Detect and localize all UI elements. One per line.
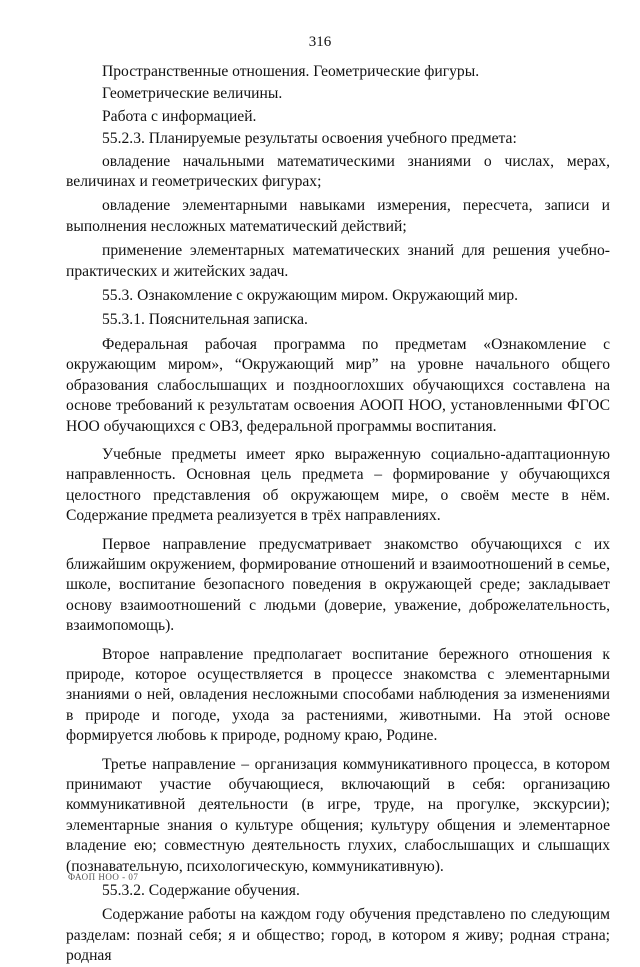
page-body: [66, 62, 610, 967]
list-item-application: применение элементарных математических знаний для решения учебно-практических и житейских задач.: [66, 242, 610, 280]
footer-mark: ФАОП НОО - 07: [68, 872, 139, 882]
paragraph-topic-spatial: Пространственные отношения. Геометрические фигуры.: [102, 63, 480, 80]
section-heading-55-2-3: 55.2.3. Планируемые результаты освоения учебного предмета:: [102, 130, 517, 148]
paragraph-topic-information: Работа с информацией.: [102, 107, 257, 125]
list-item-mastery-skills: овладение элементарными навыками измерения, пересчета, записи и выполнения несложных математический действий;: [66, 197, 610, 235]
section-heading-55-3-1: 55.3.1. Пояснительная записка.: [102, 311, 308, 329]
paragraph-third-direction: Третье направление – организация коммуникативного процесса, в котором принимают участие обучающиеся, включающий в себя: организацию коммуникативной деятельности (в игре, труде, на прогулке, экскурсии); элементарные знания о культуре общения; культуру общения и элементарное владение ею; совместную деятельность глухих, слабослышащих и слышащих (познавательную, психологическую, коммуникативную).: [66, 755, 610, 875]
paragraph-second-direction: Второе направление предполагает воспитание бережного отношения к природе, которое осуществляется в процессе знакомства с элементарными знаниями о ней, овладения несложными способами наблюдения за изменениями в природе и погоде, ухода за растениями, животными. На этой основе формируется любовь к природе, родному краю, Родине.: [66, 645, 610, 745]
paragraph-first-direction: Первое направление предусматривает знакомство обучающихся с их ближайшим окружением, формирование отношений и взаимоотношений в семье, школе, воспитание безопасного поведения в окружающей среде; закладывает основу взаимоотношений с людьми (доверие, уважение, доброжелательность, взаимопомощь).: [66, 535, 610, 635]
page-number: 316: [308, 34, 332, 50]
paragraph-topic-geometric-values: Геометрические величины.: [102, 85, 283, 103]
section-heading-55-3: 55.3. Ознакомление с окружающим миром. Окружающий мир.: [102, 287, 519, 305]
paragraph-federal-program: Федеральная рабочая программа по предметам «Ознакомление с окружающим миром», “Окружающий мир” на уровне начального общего образования слабослышащих и позднооглохших обучающихся составлена на основе требований к результатам освоения АООП НОО, установленными ФГОС НОО обучающихся с ОВЗ, федеральной программы воспитания.: [66, 335, 610, 435]
list-item-mastery-knowledge: овладение начальными математическими знаниями о числах, мерах, величинах и геометрических фигурах;: [66, 152, 610, 191]
paragraph-subject-goal: Учебные предметы имеет ярко выраженную социально-адаптационную направленность. Основная цель предмета – формирование у обучающихся целостного представления об окружающем мире, о своём месте в нём. Содержание предмета реализуется в трёх направлениях.: [66, 445, 610, 525]
paragraph-content-sections: Содержание работы на каждом году обучения представлено по следующим разделам: познай себя; я и общество; город, в котором я живу; родная страна; родная: [66, 906, 610, 965]
section-heading-55-3-2: 55.3.2. Содержание обучения.: [102, 882, 300, 900]
